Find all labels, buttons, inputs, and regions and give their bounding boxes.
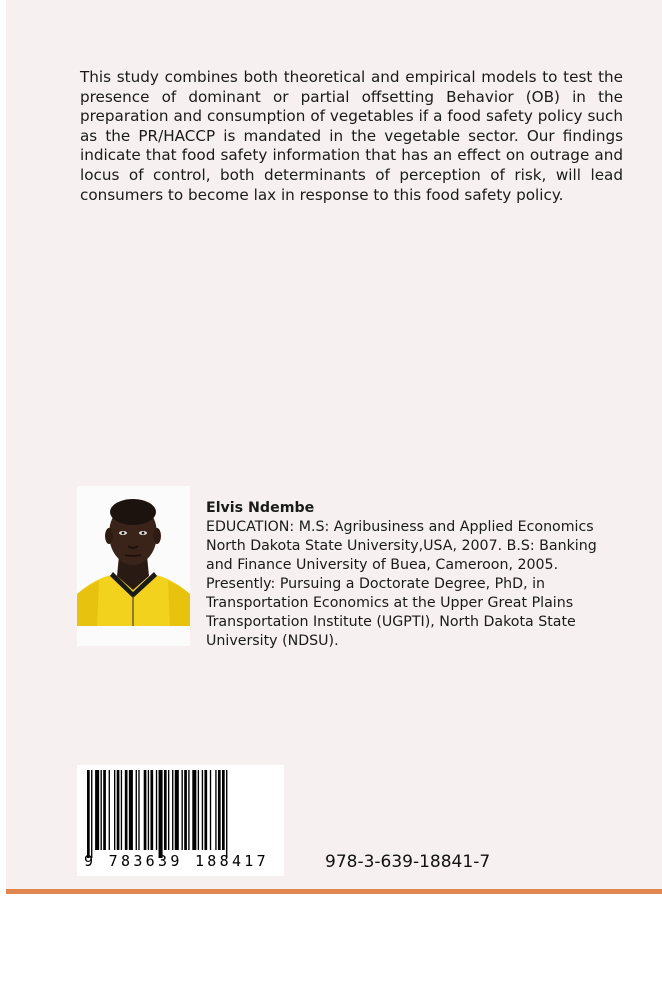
author-photo xyxy=(77,486,190,646)
author-bio: EDUCATION: M.S: Agribusiness and Applied Economics North Dakota State University,USA, 2007. B.S: Banking and Finance University of Buea, Cameroon, 2005. Presently: Pursuing a Doctorate Degree, PhD, in Transportation Economics at the Upper Great Plains Transportation Institute (UGPTI), North Dakota State University (NDSU). xyxy=(206,519,597,649)
author-name: Elvis Ndembe xyxy=(206,500,315,516)
accent-line xyxy=(6,889,662,894)
barcode-digits: 9 783639 188417 xyxy=(84,852,269,870)
barcode xyxy=(77,765,284,876)
author-bio-block xyxy=(206,499,626,651)
book-abstract: This study combines both theoretical and empirical models to test the presence of dominant or partial offsetting Behavior (OB) in the preparation and consumption of vegetables if a food safety policy such as the PR/HACCP is mandated in the vegetable sector. Our findings indicate that food safety information that has an effect on outrage and locus of control, both determinants of perception of risk, will lead consumers to become lax in response to this food safety policy. xyxy=(80,68,623,204)
isbn-number: 978-3-639-18841-7 xyxy=(325,852,491,872)
